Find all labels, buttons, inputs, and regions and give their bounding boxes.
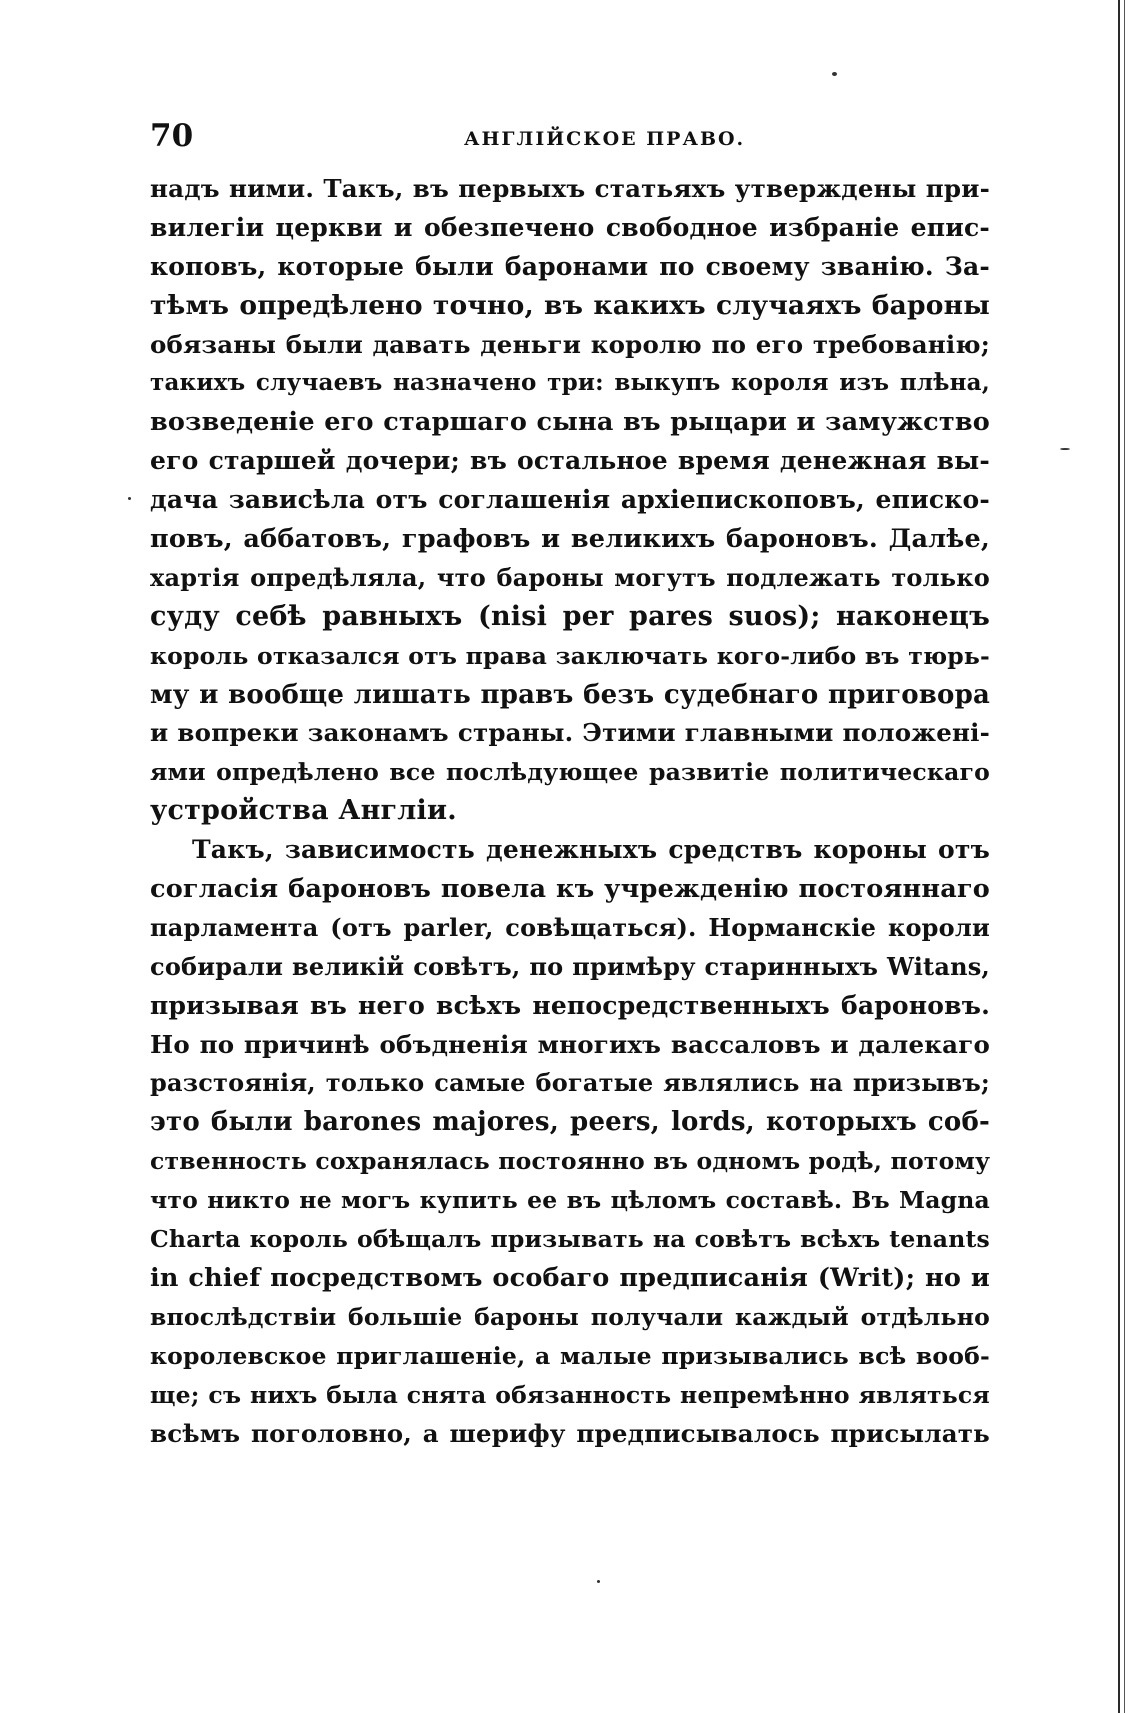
text-line: Такъ, зависимость денежныхъ средствъ короны отъ xyxy=(192,835,990,865)
text-line: это были barones majores, peers, lords, которыхъ соб- xyxy=(150,1107,990,1138)
paragraph xyxy=(150,831,990,1453)
text-line: король отказался отъ права заключать кого-либо въ тюрь- xyxy=(150,641,990,670)
text-line: дача зависѣла отъ соглашенія архіепископовъ, еписко- xyxy=(150,485,990,515)
text-line: королевское приглашеніе, а малые призывались всѣ вооб- xyxy=(150,1341,990,1370)
text-line: суду себѣ равныхъ (nisi per pares suos); наконецъ xyxy=(150,600,990,632)
body-text xyxy=(150,170,990,1453)
scan-speck xyxy=(597,1580,600,1583)
text-line: устройства Англіи. xyxy=(150,795,457,827)
scan-edge-line xyxy=(1124,0,1125,1713)
scan-speck xyxy=(1060,448,1070,450)
text-line: впослѣдствіи большіе бароны получали каждый отдѣльно xyxy=(150,1302,990,1331)
text-line: его старшей дочери; въ остальное время денежная вы- xyxy=(150,446,990,476)
text-line: такихъ случаевъ назначено три: выкупъ короля изъ плѣна, xyxy=(150,369,990,397)
text-line: призывая въ него всѣхъ непосредственныхъ бароновъ. xyxy=(150,990,990,1020)
scan-speck xyxy=(832,72,837,76)
text-line: вилегіи церкви и обезпечено свободное избраніе епис- xyxy=(150,212,990,242)
text-line: му и вообще лишать правъ безъ судебнаго приговора xyxy=(150,679,990,710)
page-header xyxy=(150,118,990,158)
text-line: ще; съ нихъ была снята обязанность непремѣнно являться xyxy=(150,1380,990,1409)
text-line: повъ, аббатовъ, графовъ и великихъ бароновъ. Далѣе, xyxy=(150,524,990,555)
text-line: всѣмъ поголовно, а шерифу предписывалось присылать xyxy=(150,1418,990,1448)
text-line: разстоянія, только самые богатые являлись на призывъ; xyxy=(150,1068,990,1098)
page-number: 70 xyxy=(150,118,194,154)
scan-edge-line xyxy=(1118,0,1120,1713)
text-line: согласія бароновъ повела къ учрежденію постояннаго xyxy=(150,874,990,905)
text-line: парламента (отъ parler, совѣщаться). Норманскіе короли xyxy=(150,912,990,942)
text-line: хартія опредѣляла, что бароны могутъ подлежать только xyxy=(150,562,990,592)
text-line: in chief посредствомъ особаго предписанія (Writ); но и xyxy=(150,1262,990,1293)
paragraph xyxy=(150,170,990,831)
text-line: тѣмъ опредѣлено точно, въ какихъ случаяхъ бароны xyxy=(150,289,990,321)
text-line: ственность сохранялась постоянно въ одномъ родѣ, потому xyxy=(150,1147,991,1176)
text-line: надъ ними. Такъ, въ первыхъ статьяхъ утверждены при- xyxy=(150,174,990,203)
text-line: возведеніе его старшаго сына въ рыцари и замужство xyxy=(150,407,990,438)
scan-speck xyxy=(128,497,131,500)
running-head: АНГЛІЙСКОЕ ПРАВО. xyxy=(464,128,746,150)
text-line: Но по причинѣ объдненія многихъ вассаловъ и далекаго xyxy=(150,1029,990,1059)
text-line: что никто не могъ купить ее въ цѣломъ составѣ. Въ Magna xyxy=(150,1186,990,1215)
text-line: ями опредѣлено все послѣдующее развитіе политическаго xyxy=(150,758,990,787)
text-line: обязаны были давать деньги королю по его требованію; xyxy=(150,329,990,359)
text-line: Charta король обѣщалъ призывать на совѣтъ всѣхъ tenants xyxy=(150,1225,990,1254)
text-line: собирали великій совѣтъ, по примѣру старинныхъ Witans, xyxy=(150,951,990,981)
text-line: и вопреки законамъ страны. Этими главными положені- xyxy=(150,718,990,748)
text-line: коповъ, которые были баронами по своему званію. За- xyxy=(150,251,990,281)
